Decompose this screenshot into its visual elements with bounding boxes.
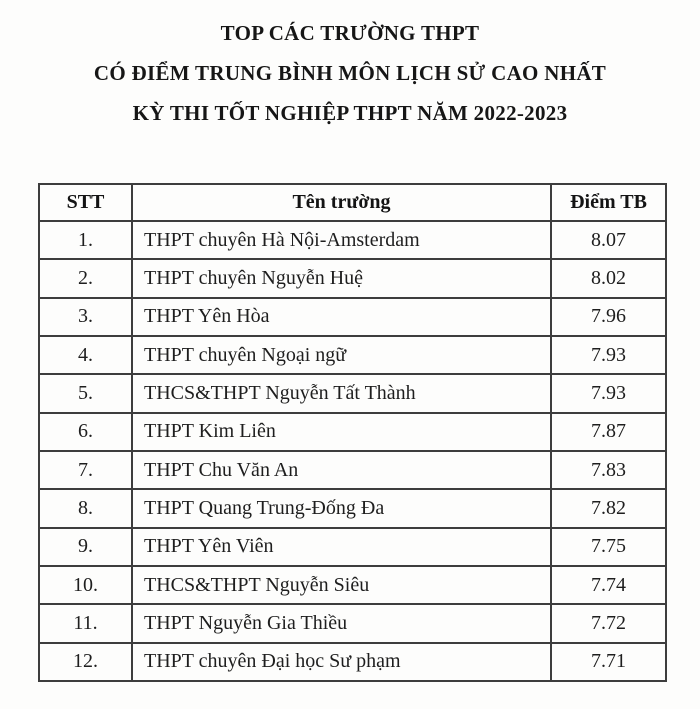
cell-score: 8.07 (551, 221, 666, 259)
cell-stt: 9. (39, 528, 132, 566)
table-row (39, 336, 666, 374)
cell-school: THPT chuyên Ngoại ngữ (132, 336, 551, 374)
title-line-2: CÓ ĐIỂM TRUNG BÌNH MÔN LỊCH SỬ CAO NHẤT (93, 61, 607, 85)
cell-stt: 7. (39, 451, 132, 489)
cell-stt: 11. (39, 604, 132, 642)
cell-stt: 12. (39, 643, 132, 681)
cell-school: THCS&THPT Nguyễn Tất Thành (132, 374, 551, 412)
cell-stt: 6. (39, 413, 132, 451)
table-row (39, 374, 666, 412)
cell-score: 7.87 (551, 413, 666, 451)
table-row (39, 298, 666, 336)
table-row (39, 259, 666, 297)
score-table (38, 183, 667, 682)
table-row (39, 566, 666, 604)
cell-stt: 4. (39, 336, 132, 374)
cell-stt: 8. (39, 489, 132, 527)
header-school: Tên trường (132, 184, 551, 221)
cell-score: 7.75 (551, 528, 666, 566)
cell-score: 7.72 (551, 604, 666, 642)
table-row (39, 451, 666, 489)
cell-school: THPT chuyên Đại học Sư phạm (132, 643, 551, 681)
cell-score: 7.96 (551, 298, 666, 336)
cell-stt: 10. (39, 566, 132, 604)
cell-school: THPT Yên Viên (132, 528, 551, 566)
table-row (39, 604, 666, 642)
cell-school: THPT Chu Văn An (132, 451, 551, 489)
cell-stt: 5. (39, 374, 132, 412)
table-row (39, 489, 666, 527)
cell-score: 7.83 (551, 451, 666, 489)
cell-stt: 3. (39, 298, 132, 336)
table-row (39, 221, 666, 259)
cell-stt: 2. (39, 259, 132, 297)
cell-score: 7.82 (551, 489, 666, 527)
cell-score: 7.93 (551, 374, 666, 412)
header-stt: STT (39, 184, 132, 221)
cell-score: 8.02 (551, 259, 666, 297)
table-body (39, 221, 666, 681)
cell-score: 7.93 (551, 336, 666, 374)
table-header-row (39, 184, 666, 221)
cell-school: THCS&THPT Nguyễn Siêu (132, 566, 551, 604)
cell-stt: 1. (39, 221, 132, 259)
header-score: Điểm TB (551, 184, 666, 221)
cell-school: THPT Yên Hòa (132, 298, 551, 336)
cell-school: THPT Quang Trung-Đống Đa (132, 489, 551, 527)
table-row (39, 528, 666, 566)
table-row (39, 413, 666, 451)
cell-school: THPT Kim Liên (132, 413, 551, 451)
cell-school: THPT Nguyễn Gia Thiều (132, 604, 551, 642)
title-line-3: KỲ THI TỐT NGHIỆP THPT NĂM 2022-2023 (132, 101, 568, 125)
cell-school: THPT chuyên Nguyễn Huệ (132, 259, 551, 297)
table-row (39, 643, 666, 681)
cell-school: THPT chuyên Hà Nội-Amsterdam (132, 221, 551, 259)
page-title (0, 13, 700, 133)
cell-score: 7.71 (551, 643, 666, 681)
title-line-1: TOP CÁC TRƯỜNG THPT (220, 21, 480, 45)
cell-score: 7.74 (551, 566, 666, 604)
